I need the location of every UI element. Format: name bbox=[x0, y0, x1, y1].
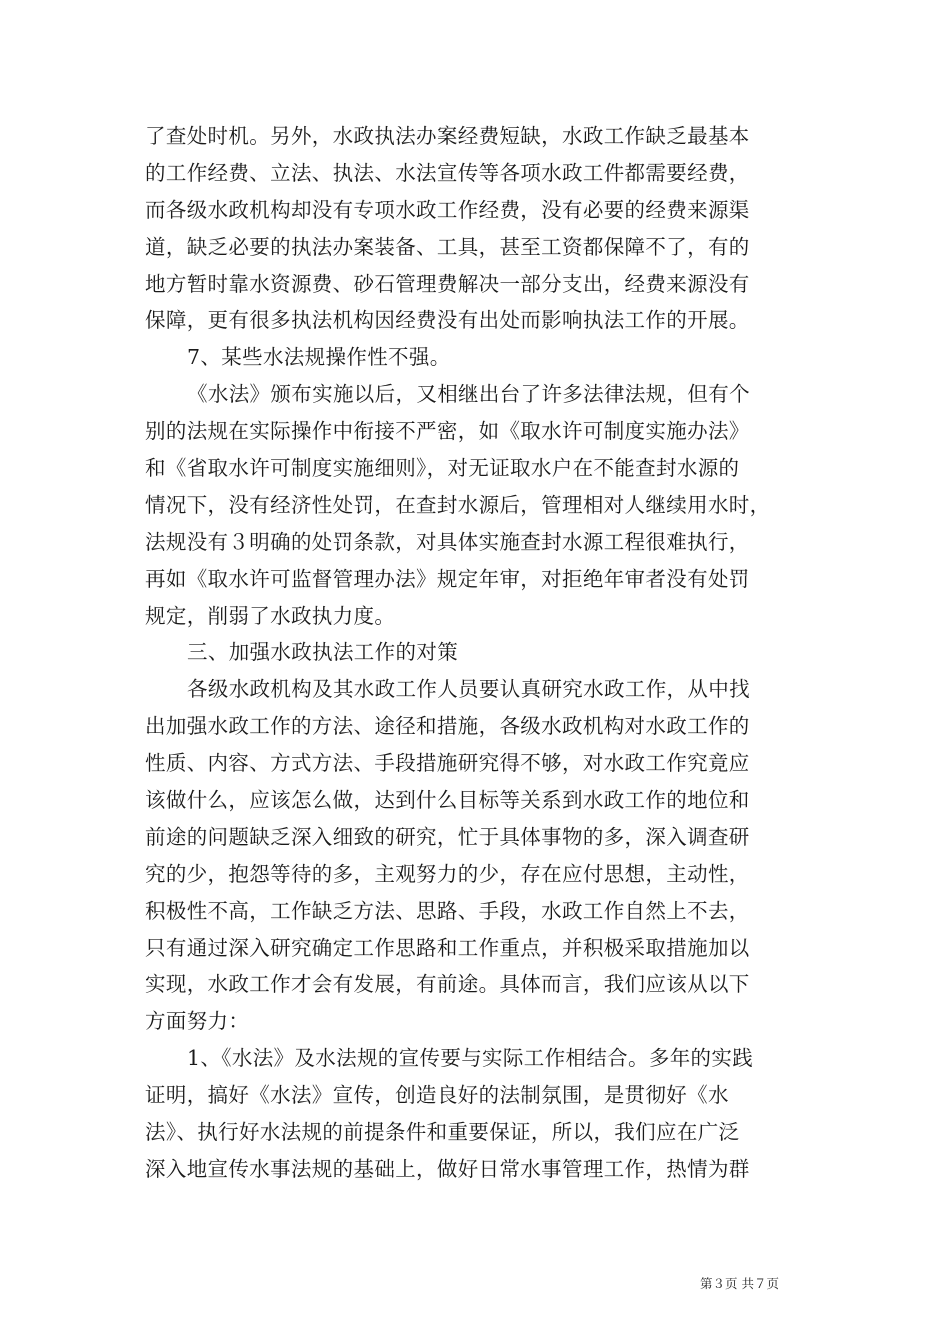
text-line: 方面努力： bbox=[145, 1009, 250, 1034]
text-line: 道，缺乏必要的执法办案装备、工具，甚至工资都保障不了，有的 bbox=[145, 234, 750, 259]
text-line: 出加强水政工作的方法、途径和措施，各级水政机构对水政工作的 bbox=[145, 714, 750, 739]
text-line: 和《省取水许可制度实施细则》，对无证取水户在不能查封水源的 bbox=[145, 456, 740, 481]
text-line: 别的法规在实际操作中衔接不严密，如《取水许可制度实施办法》 bbox=[145, 419, 750, 444]
text-line: 积极性不高，工作缺乏方法、思路、手段，水政工作自然上不去， bbox=[145, 898, 750, 923]
text-line: 的工作经费、立法、执法、水法宣传等各项水政工件都需要经费， bbox=[145, 160, 750, 185]
text-line: 实现，水政工作才会有发展，有前途。具体而言，我们应该从以下 bbox=[145, 972, 750, 997]
text-line: 法规没有３明确的处罚条款，对具体实施查封水源工程很难执行， bbox=[145, 529, 750, 554]
paragraph-start: 《水法》颁布实施以后，又相继出台了许多法律法规，但有个 bbox=[187, 382, 750, 407]
section-heading: 7、某些水法规操作性不强。 bbox=[187, 345, 451, 370]
text-line: 法》、执行好水法规的前提条件和重要保证，所以，我们应在广泛 bbox=[145, 1120, 740, 1145]
text-line: 再如《取水许可监督管理办法》规定年审，对拒绝年审者没有处罚 bbox=[145, 566, 750, 591]
text-line: 深入地宣传水事法规的基础上，做好日常水事管理工作，热情为群 bbox=[145, 1156, 750, 1181]
body-text bbox=[145, 118, 825, 1188]
paragraph-start: 各级水政机构及其水政工作人员要认真研究水政工作，从中找 bbox=[187, 677, 750, 702]
text-line: 保障，更有很多执法机构因经费没有出处而影响执法工作的开展。 bbox=[145, 308, 750, 333]
text-line: 只有通过深入研究确定工作思路和工作重点，并积极采取措施加以 bbox=[145, 935, 750, 960]
text-line: 性质、内容、方式方法、手段措施研究得不够，对水政工作究竟应 bbox=[145, 751, 750, 776]
text-line: 而各级水政机构却没有专项水政工作经费，没有必要的经费来源渠 bbox=[145, 197, 750, 222]
section-heading: 三、加强水政执法工作的对策 bbox=[187, 640, 459, 665]
text-line: 情况下，没有经济性处罚，在查封水源后，管理相对人继续用水时， bbox=[145, 492, 771, 517]
text-line: 了查处时机。另外，水政执法办案经费短缺，水政工作缺乏最基本 bbox=[145, 124, 750, 148]
page-number: 第３页 共７页 bbox=[700, 1276, 779, 1291]
text-line: 前途的问题缺乏深入细致的研究，忙于具体事物的多，深入调查研 bbox=[145, 824, 750, 849]
text-line: 证明，搞好《水法》宣传，创造良好的法制氛围，是贯彻好《水 bbox=[145, 1083, 729, 1108]
text-line: 究的少，抱怨等待的多，主观努力的少，存在应付思想，主动性， bbox=[145, 861, 750, 886]
text-line: 地方暂时靠水资源费、砂石管理费解决一部分支出，经费来源没有 bbox=[145, 271, 750, 296]
text-line: 规定，削弱了水政执力度。 bbox=[145, 603, 396, 628]
text-line: 该做什么，应该怎么做，达到什么目标等关系到水政工作的地位和 bbox=[145, 788, 750, 813]
paragraph-start: 1、《水法》及水法规的宣传要与实际工作相结合。多年的实践 bbox=[187, 1046, 754, 1071]
